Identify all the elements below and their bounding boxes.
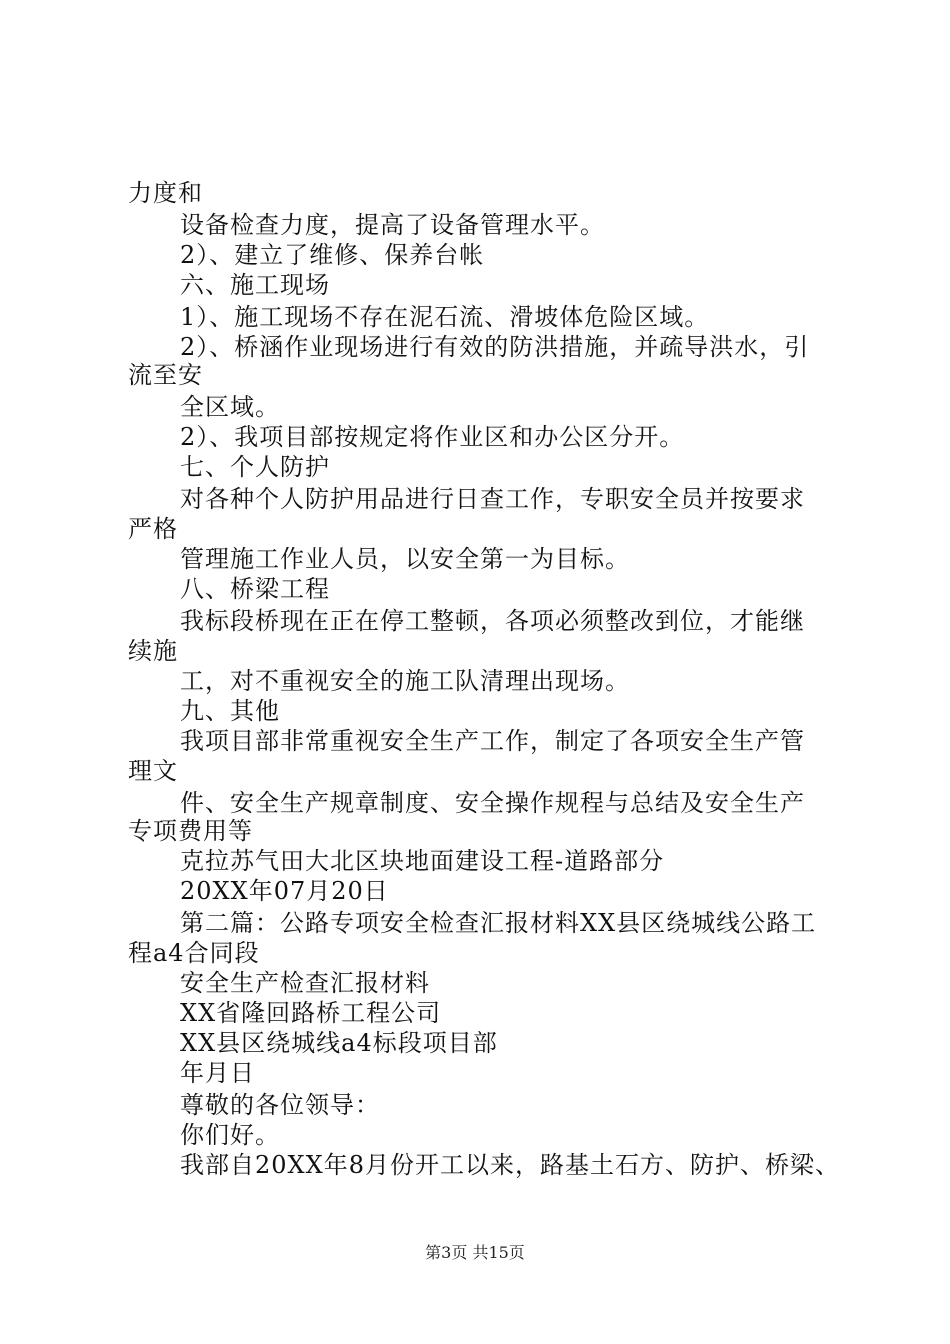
section-heading: 六、施工现场 <box>180 271 330 299</box>
text-line: 安全生产检查汇报材料 <box>180 969 430 997</box>
section-heading: 九、其他 <box>180 697 280 725</box>
greeting: 你们好。 <box>180 1121 280 1149</box>
text-line: 专项费用等 <box>128 817 253 845</box>
section-heading: 八、桥梁工程 <box>180 575 330 603</box>
text-line: 克拉苏气田大北区块地面建设工程-道路部分 <box>180 847 665 875</box>
text-line: 工，对不重视安全的施工队清理出现场。 <box>180 667 630 695</box>
text-line: XX省隆回路桥工程公司 <box>180 999 442 1027</box>
text-line: 我标段桥现在正在停工整顿，各项必须整改到位，才能继 <box>180 607 805 635</box>
text-line: 1）、施工现场不存在泥石流、滑坡体危险区域。 <box>180 303 710 331</box>
text-line: 理文 <box>128 757 178 785</box>
text-line: 严格 <box>128 515 178 543</box>
text-line: 设备检查力度，提高了设备管理水平。 <box>180 211 605 239</box>
text-line: 我部自20XX年8月份开工以来，路基土石方、防护、桥梁、 <box>180 1151 840 1179</box>
text-line: 2）、桥涵作业现场进行有效的防洪措施，并疏导洪水，引 <box>180 333 810 361</box>
text-line: 续施 <box>128 637 178 665</box>
text-line: 流至安 <box>128 361 203 389</box>
text-line: 力度和 <box>128 179 203 207</box>
text-line: 件、安全生产规章制度、安全操作规程与总结及安全生产 <box>180 789 805 817</box>
text-line: 全区域。 <box>180 393 280 421</box>
date-line: 年月日 <box>180 1059 255 1087</box>
text-line: 2）、建立了维修、保养台帐 <box>180 241 485 269</box>
text-line: XX县区绕城线a4标段项目部 <box>180 1029 498 1057</box>
date-line: 20XX年07月20日 <box>180 877 389 905</box>
text-line: 对各种个人防护用品进行日查工作，专职安全员并按要求 <box>180 485 805 513</box>
salutation: 尊敬的各位领导： <box>180 1091 380 1119</box>
page-number: 第3页 共15页 <box>425 1243 525 1262</box>
section-heading: 第二篇：公路专项安全检查汇报材料XX县区绕城线公路工 <box>180 909 817 937</box>
text-line: 2）、我项目部按规定将作业区和办公区分开。 <box>180 423 685 451</box>
text-line: 我项目部非常重视安全生产工作，制定了各项安全生产管 <box>180 727 805 755</box>
section-heading: 七、个人防护 <box>180 453 330 481</box>
text-line: 程a4合同段 <box>128 939 260 967</box>
text-line: 管理施工作业人员，以安全第一为目标。 <box>180 545 630 573</box>
